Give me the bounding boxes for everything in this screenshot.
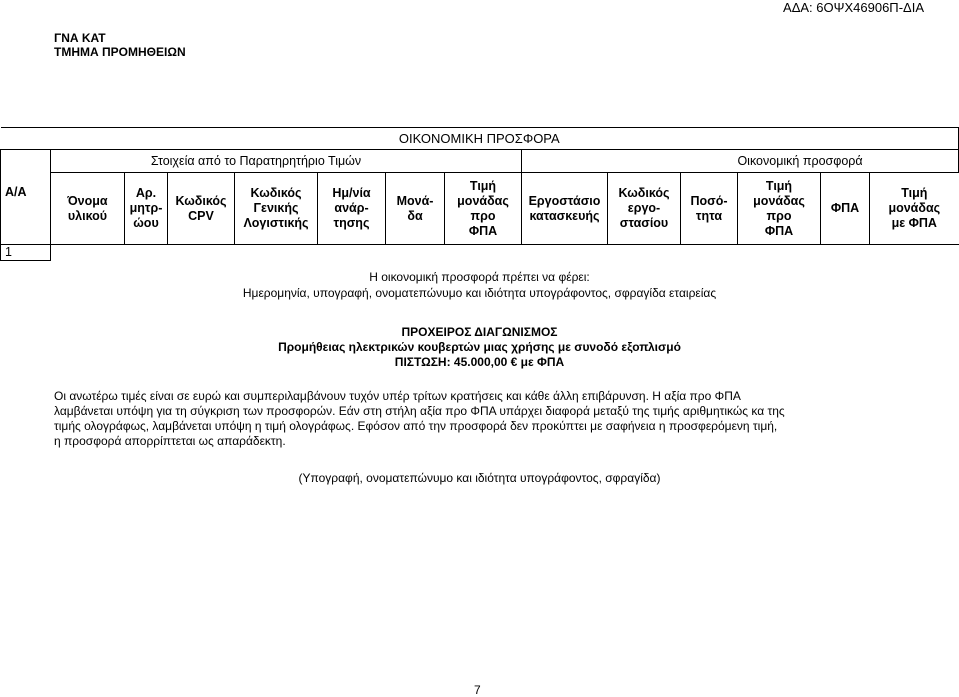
col-header-posting-date [318, 173, 386, 245]
ada-code: ΑΔΑ: 6ΟΨΧ46906Π-ΔΙΑ [783, 0, 924, 15]
col-header-line: Λογιστικής [243, 216, 309, 230]
col-header-line: κατασκευής [529, 208, 600, 223]
col-header-line: ΦΠΑ [468, 223, 498, 238]
col-header-line: Τιμή [901, 186, 928, 200]
terms-line: Οι ανωτέρω τιμές είναι σε ευρώ και συμπεριλαμβάνουν τυχόν υπέρ τρίτων κρατήσεις και κάθε άλλη επιβάρυνση. Η αξία προ ΦΠΑ [54, 389, 741, 403]
col-header-vat [821, 173, 870, 245]
tender-subject: Προμήθειας ηλεκτρικών κουβερτών μιας χρήσης με συνοδό εξοπλισμό [278, 340, 681, 354]
col-header-line: ΦΠΑ [830, 201, 860, 215]
terms-paragraph [54, 389, 909, 449]
org-name: ΓΝΑ ΚΑΤ [54, 31, 106, 45]
col-header-line: μονάδας [457, 193, 509, 208]
col-header-line: υλικού [67, 208, 108, 223]
col-header-line: δα [407, 208, 423, 223]
col-header-line: CPV [188, 208, 214, 223]
col-header-general-ledger-code [235, 173, 318, 245]
col-header-line: Κωδικός [618, 186, 670, 200]
col-header-line: ανάρ- [334, 201, 369, 215]
notice-line-2: Ημερομηνία, υπογραφή, ονοματεπώνυμο και ιδιότητα υπογράφοντος, σφραγίδα εταιρείας [242, 286, 717, 300]
group-header-financial-offer: Οικονομική προσφορά [522, 150, 959, 173]
col-header-line: Όνομα [67, 193, 108, 208]
col-header-line: τητα [695, 208, 723, 223]
col-header-unit-price-ex-vat [445, 173, 522, 245]
col-header-line: μητρ- [129, 201, 163, 215]
col-header-line: Γενικής [253, 201, 299, 215]
tender-title: ΠΡΟΧΕΙΡΟΣ ΔΙΑΓΩΝΙΣΜΟΣ [401, 325, 558, 339]
col-header-line: στασίου [619, 216, 669, 230]
col-header-line: προ [766, 208, 792, 223]
col-header-manufacturer [522, 173, 608, 245]
tender-credit: ΠΙΣΤΩΣΗ: 45.000,00 € με ΦΠΑ [394, 355, 565, 369]
col-header-line: προ [470, 208, 496, 223]
col-header-line: Τιμή [765, 178, 793, 193]
notice-line-1: Η οικονομική προσφορά πρέπει να φέρει: [369, 270, 590, 284]
col-header-line: μονάδας [888, 201, 941, 215]
col-header-line: Αρ. [135, 186, 157, 200]
col-header-line: Τιμή [469, 178, 497, 193]
page-number: 7 [474, 683, 481, 697]
row-empty [51, 245, 959, 261]
terms-line: λαμβάνεται υπόψη για τη σύγκριση των προσφορών. Εάν στη στήλη αξία προ ΦΠΑ υπάρχει διαφορά μεταξύ της τιμής αριθμητικώς κα της [54, 404, 785, 418]
col-header-unit [386, 173, 445, 245]
col-header-quantity [681, 173, 738, 245]
terms-line: η προσφορά απορρίπτεται ως απαράδεκτη. [54, 434, 286, 448]
department-name: ΤΜΗΜΑ ΠΡΟΜΗΘΕΙΩΝ [54, 45, 186, 59]
col-header-factory-code [608, 173, 681, 245]
col-header-line: τησης [333, 216, 370, 230]
col-header-line: Κωδικός [175, 193, 227, 208]
col-header-line: Εργοστάσιο [528, 193, 601, 208]
group-header-price-observatory: Στοιχεία από το Παρατηρητήριο Τιμών [51, 150, 522, 173]
col-header-line: εργο- [627, 201, 661, 215]
row-number: 1 [1, 245, 51, 261]
col-header-line: ώου [133, 216, 159, 230]
col-header-line: με ΦΠΑ [891, 216, 937, 230]
col-header-line: Ποσό- [690, 193, 728, 208]
col-header-registry-no [125, 173, 168, 245]
col-header-line: Ημ/νία [332, 186, 371, 200]
col-header-line: Μονά- [396, 193, 434, 208]
col-header-unit-price-inc-vat [870, 173, 959, 245]
financial-offer-table [0, 127, 959, 261]
organization-header [54, 31, 186, 59]
col-header-material-name [51, 173, 125, 245]
signature-line: (Υπογραφή, ονοματεπώνυμο και ιδιότητα υπογράφοντος, σφραγίδα) [298, 471, 661, 485]
col-header-aa: Α/Α [1, 150, 51, 245]
col-header-line: ΦΠΑ [764, 223, 794, 238]
col-header-line: μονάδας [753, 193, 805, 208]
terms-line: τιμής ολογράφως, λαμβάνεται υπόψη η τιμή ολογράφως. Εφόσον από την προσφορά δεν προκύπτει με σαφήνεια η προσφερόμενη τιμή, [54, 419, 778, 433]
col-header-line: Κωδικός [250, 186, 302, 200]
table-title: ΟΙΚΟΝΟΜΙΚΗ ΠΡΟΣΦΟΡΑ [1, 128, 959, 150]
col-header-offer-unit-price-ex-vat [738, 173, 821, 245]
col-header-cpv-code [168, 173, 235, 245]
